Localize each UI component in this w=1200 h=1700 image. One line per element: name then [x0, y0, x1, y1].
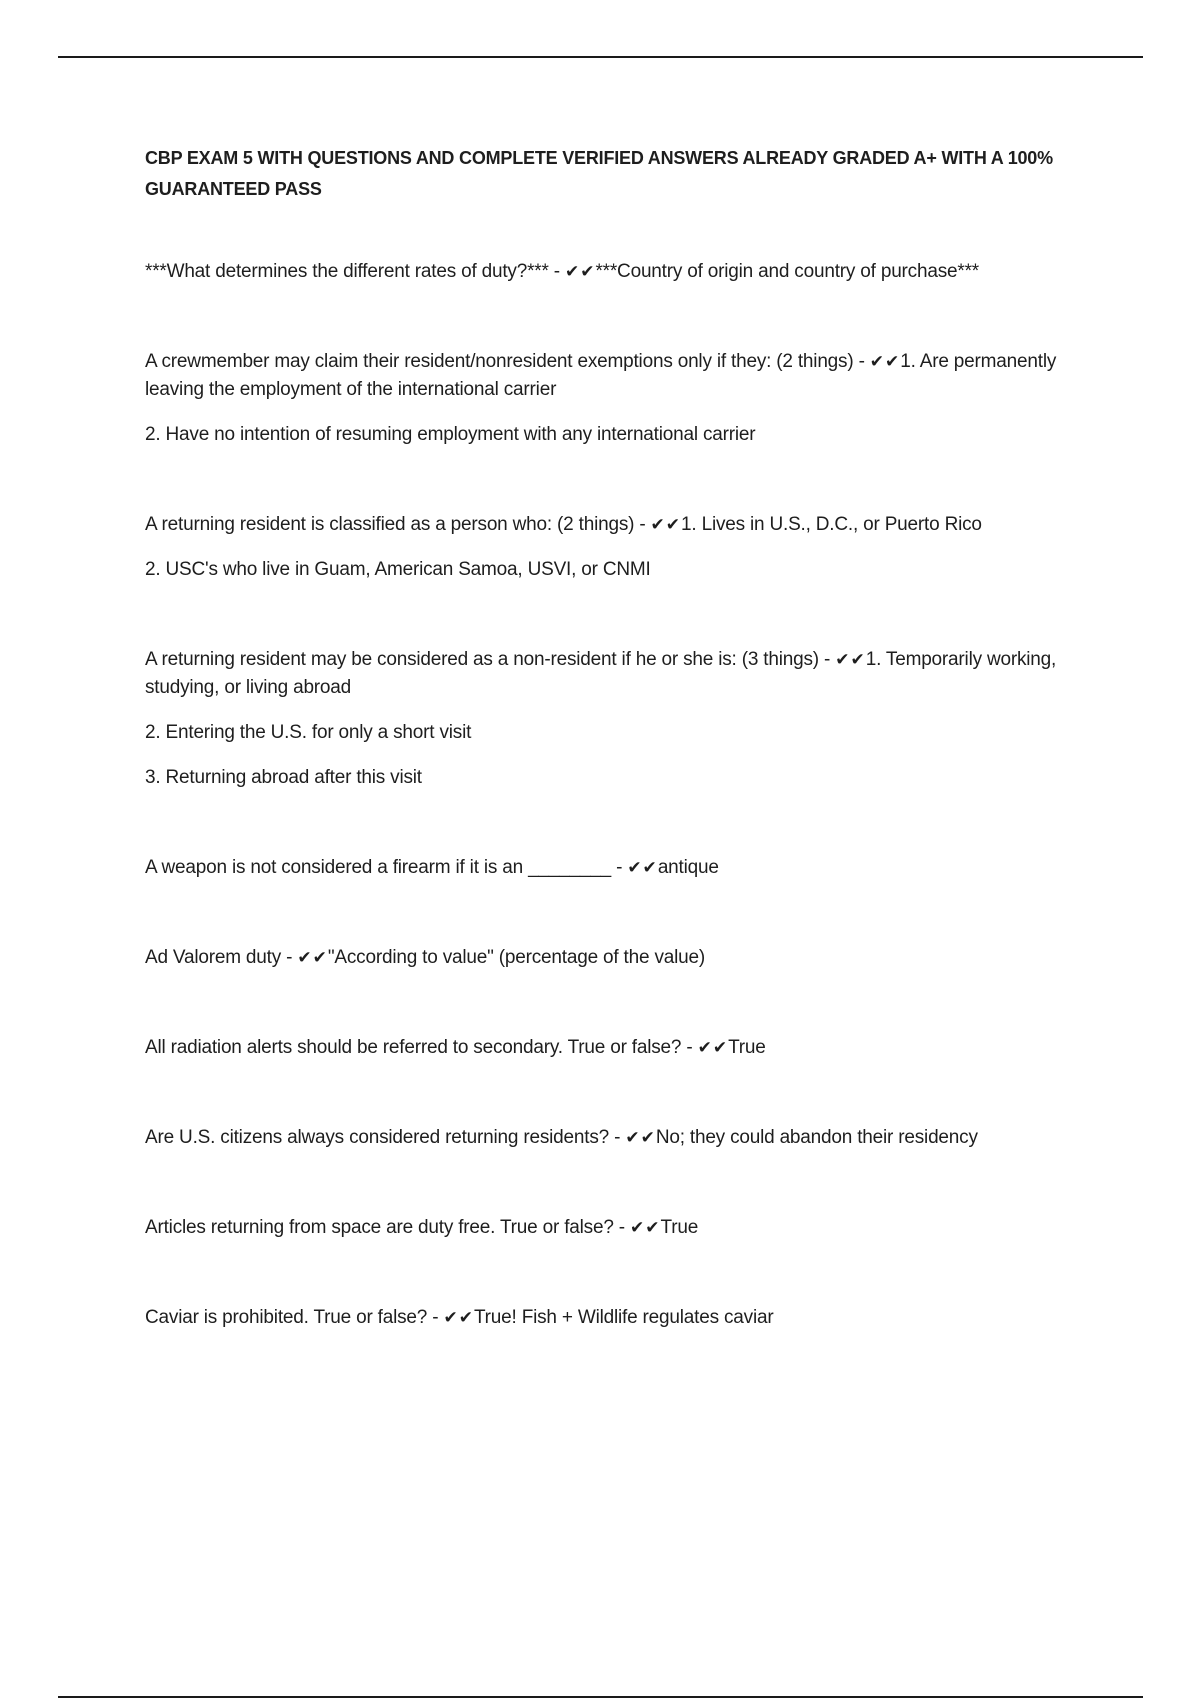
qa-item: [145, 511, 1075, 584]
double-check-icon: ✔✔: [697, 1038, 729, 1058]
question-text: Caviar is prohibited. True or false?: [145, 1307, 428, 1328]
answer-text: 1. Temporarily working, studying, or living abroad: [145, 649, 1057, 698]
double-check-icon: ✔✔: [627, 858, 658, 878]
question-text: A returning resident is classified as a person who: (2 things): [145, 514, 635, 535]
qa-line: [145, 1304, 1075, 1332]
qa-item: [145, 1034, 1075, 1062]
answer-extra-line: 3. Returning abroad after this visit: [145, 767, 422, 788]
separator: -: [818, 649, 836, 670]
question-text: All radiation alerts should be referred to secondary. True or false?: [145, 1037, 682, 1058]
double-check-icon: ✔✔: [650, 515, 682, 535]
separator: -: [613, 1217, 630, 1238]
answer-text: antique: [657, 857, 719, 878]
double-check-icon: ✔✔: [835, 650, 866, 670]
separator: -: [853, 351, 870, 372]
top-rule: [58, 56, 1143, 58]
double-check-icon: ✔✔: [869, 352, 901, 372]
bottom-rule: [58, 1696, 1143, 1698]
qa-line: [145, 854, 1075, 882]
qa-line: [145, 1124, 1075, 1152]
document-body: [145, 143, 1075, 1394]
qa-item: [145, 1304, 1075, 1332]
qa-line: [145, 511, 1075, 539]
answer-extra-line: 2. USC's who live in Guam, American Samoa, USVI, or CNMI: [145, 559, 651, 580]
question-text: Are U.S. citizens always considered returning residents?: [145, 1127, 610, 1148]
double-check-icon: ✔✔: [297, 948, 328, 968]
answer-extra-line: 2. Entering the U.S. for only a short visit: [145, 722, 472, 743]
separator: -: [681, 1037, 698, 1058]
answer-text: True: [660, 1217, 699, 1238]
document-title: CBP EXAM 5 WITH QUESTIONS AND COMPLETE VERIFIED ANSWERS ALREADY GRADED A+ WITH A 100% GUARANTEED PASS: [145, 148, 1053, 199]
qa-line: [145, 1034, 1075, 1062]
double-check-icon: ✔✔: [443, 1308, 474, 1328]
answer-text: No; they could abandon their residency: [655, 1127, 978, 1148]
answer-text: True: [728, 1037, 766, 1058]
separator: -: [609, 1127, 626, 1148]
double-check-icon: ✔✔: [630, 1218, 661, 1238]
qa-item: [145, 258, 1075, 286]
question-text: ***What determines the different rates of duty?***: [145, 261, 549, 282]
qa-line: [145, 1214, 1075, 1242]
qa-line: [145, 944, 1075, 972]
qa-line: [145, 646, 1075, 702]
separator: -: [634, 514, 651, 535]
question-text: A weapon is not considered a firearm if it is an ________: [145, 857, 612, 878]
separator: -: [281, 947, 298, 968]
answer-text: True! Fish + Wildlife regulates caviar: [473, 1307, 774, 1328]
answer-text: 1. Lives in U.S., D.C., or Puerto Rico: [681, 514, 982, 535]
qa-line: [145, 348, 1075, 404]
answer-text: 1. Are permanently leaving the employment of the international carrier: [145, 351, 1057, 400]
qa-item: [145, 348, 1075, 449]
qa-item: [145, 646, 1075, 792]
question-text: Ad Valorem duty: [145, 947, 282, 968]
double-check-icon: ✔✔: [625, 1128, 656, 1148]
qa-item: [145, 854, 1075, 882]
qa-line: [145, 258, 1075, 286]
separator: -: [548, 261, 565, 282]
qa-item: [145, 1124, 1075, 1152]
double-check-icon: ✔✔: [564, 262, 596, 282]
answer-text: "According to value" (percentage of the value): [327, 947, 705, 968]
answer-extra-line: 2. Have no intention of resuming employment with any international carrier: [145, 424, 756, 445]
qa-item: [145, 1214, 1075, 1242]
question-text: A crewmember may claim their resident/nonresident exemptions only if they: (2 things): [145, 351, 854, 372]
answer-text: ***Country of origin and country of purchase***: [595, 261, 979, 282]
separator: -: [611, 857, 628, 878]
separator: -: [427, 1307, 444, 1328]
question-text: A returning resident may be considered as a non-resident if he or she is: (3 things): [145, 649, 819, 670]
qa-item: [145, 944, 1075, 972]
question-text: Articles returning from space are duty free. True or false?: [145, 1217, 614, 1238]
